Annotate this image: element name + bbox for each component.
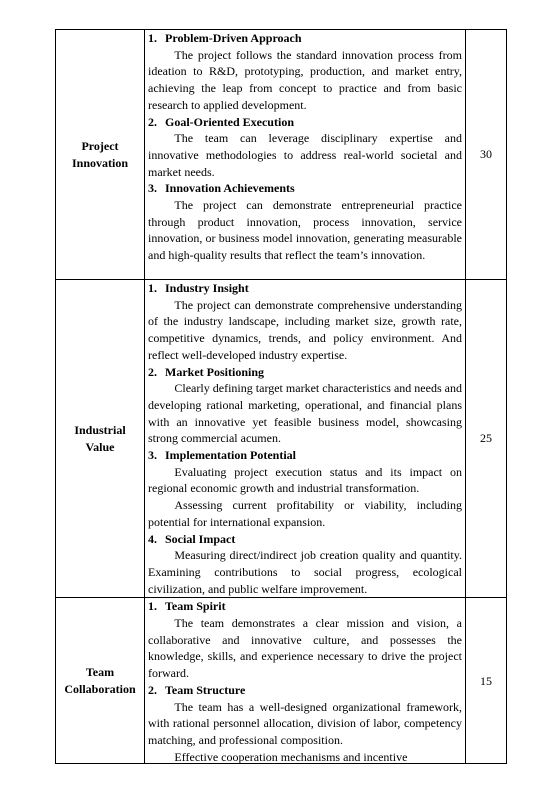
item-title: Market Positioning (165, 364, 264, 379)
item-heading (148, 180, 462, 197)
item-number: 3. (148, 448, 157, 463)
item-title: Team Structure (165, 682, 246, 697)
item-number: 2. (148, 682, 157, 697)
criteria-row-project-innovation (56, 30, 507, 280)
criteria-content-cell (145, 598, 466, 764)
category-line: Industrial (74, 422, 126, 437)
item-number: 4. (148, 531, 157, 546)
item-heading (148, 114, 462, 131)
score-cell: 30 (466, 30, 507, 280)
item-paragraph: The project can demonstrate comprehensive understanding of the industry landscape, including market size, growth rate, competitive dynamics, trends, and policy environment. And reflect well-developed industry expertise. (148, 297, 462, 362)
item-title: Team Spirit (165, 599, 226, 614)
item-paragraph: Assessing current profitability or viability, including potential for international expansion. (148, 498, 462, 529)
item-heading (148, 531, 462, 548)
item-number: 1. (148, 599, 157, 614)
category-line: Collaboration (64, 681, 136, 696)
item-heading (148, 30, 462, 47)
item-heading (148, 364, 462, 381)
item-number: 1. (148, 281, 157, 295)
item-paragraph: The project follows the standard innovation process from ideation to R&D, prototyping, production, and market entry, achieving the leap from concept to practice and from basic research to applied development. (148, 47, 462, 112)
evaluation-criteria-table (55, 29, 507, 764)
criteria-content-cell (145, 280, 466, 598)
category-line: Value (85, 439, 115, 454)
score-cell: 15 (466, 598, 507, 764)
item-number: 3. (148, 181, 157, 196)
item-title: Social Impact (165, 531, 236, 546)
item-title: Innovation Achievements (165, 181, 295, 196)
item-heading (148, 280, 462, 297)
item-heading (148, 682, 462, 699)
item-number: 2. (148, 114, 157, 129)
score-cell: 25 (466, 280, 507, 598)
category-line: Team (85, 665, 115, 680)
item-paragraph: Evaluating project execution status and its impact on regional economic growth and industrial transformation. (148, 464, 462, 496)
cell-clip (148, 598, 462, 763)
item-paragraph: The team can leverage disciplinary expertise and innovative methodologies to address real-world societal and market needs. (148, 131, 462, 179)
item-title: Problem-Driven Approach (165, 31, 302, 45)
category-line: Project (81, 138, 119, 153)
item-title: Goal-Oriented Execution (165, 114, 294, 129)
criteria-content-cell (145, 30, 466, 280)
category-cell (56, 280, 145, 598)
item-heading (148, 447, 462, 464)
category-line: Innovation (71, 155, 129, 170)
item-number: 1. (148, 31, 157, 45)
category-cell (56, 30, 145, 280)
item-title: Implementation Potential (165, 448, 296, 463)
item-heading (148, 598, 462, 615)
item-paragraph: Clearly defining target market characteristics and needs and developing rational marketing, operational, and financial plans with an innovative yet feasible business model, showcasing strong commercial acumen. (148, 381, 462, 446)
criteria-row-industrial-value (56, 280, 507, 598)
item-paragraph: Measuring direct/indirect job creation quality and quantity. Examining contributions to social progress, ecological civilization, and public welfare improvement. (148, 548, 462, 596)
item-paragraph: The project can demonstrate entrepreneurial practice through product innovation, process innovation, service innovation, or business model innovation, generating measurable and high-quality results that reflect the team’s innovation. (148, 198, 462, 263)
item-number: 2. (148, 364, 157, 379)
category-cell (56, 598, 145, 764)
item-paragraph: Effective cooperation mechanisms and incentive (174, 749, 408, 764)
item-title: Industry Insight (165, 281, 249, 295)
item-paragraph: The team demonstrates a clear mission and vision, a collaborative and innovative culture, and possesses the knowledge, skills, and experience necessary to drive the project forward. (148, 616, 462, 681)
item-paragraph: The team has a well-designed organizational framework, with rational personnel allocation, division of labor, competency matching, and professional composition. (148, 699, 462, 747)
criteria-row-team-collaboration (56, 598, 507, 764)
